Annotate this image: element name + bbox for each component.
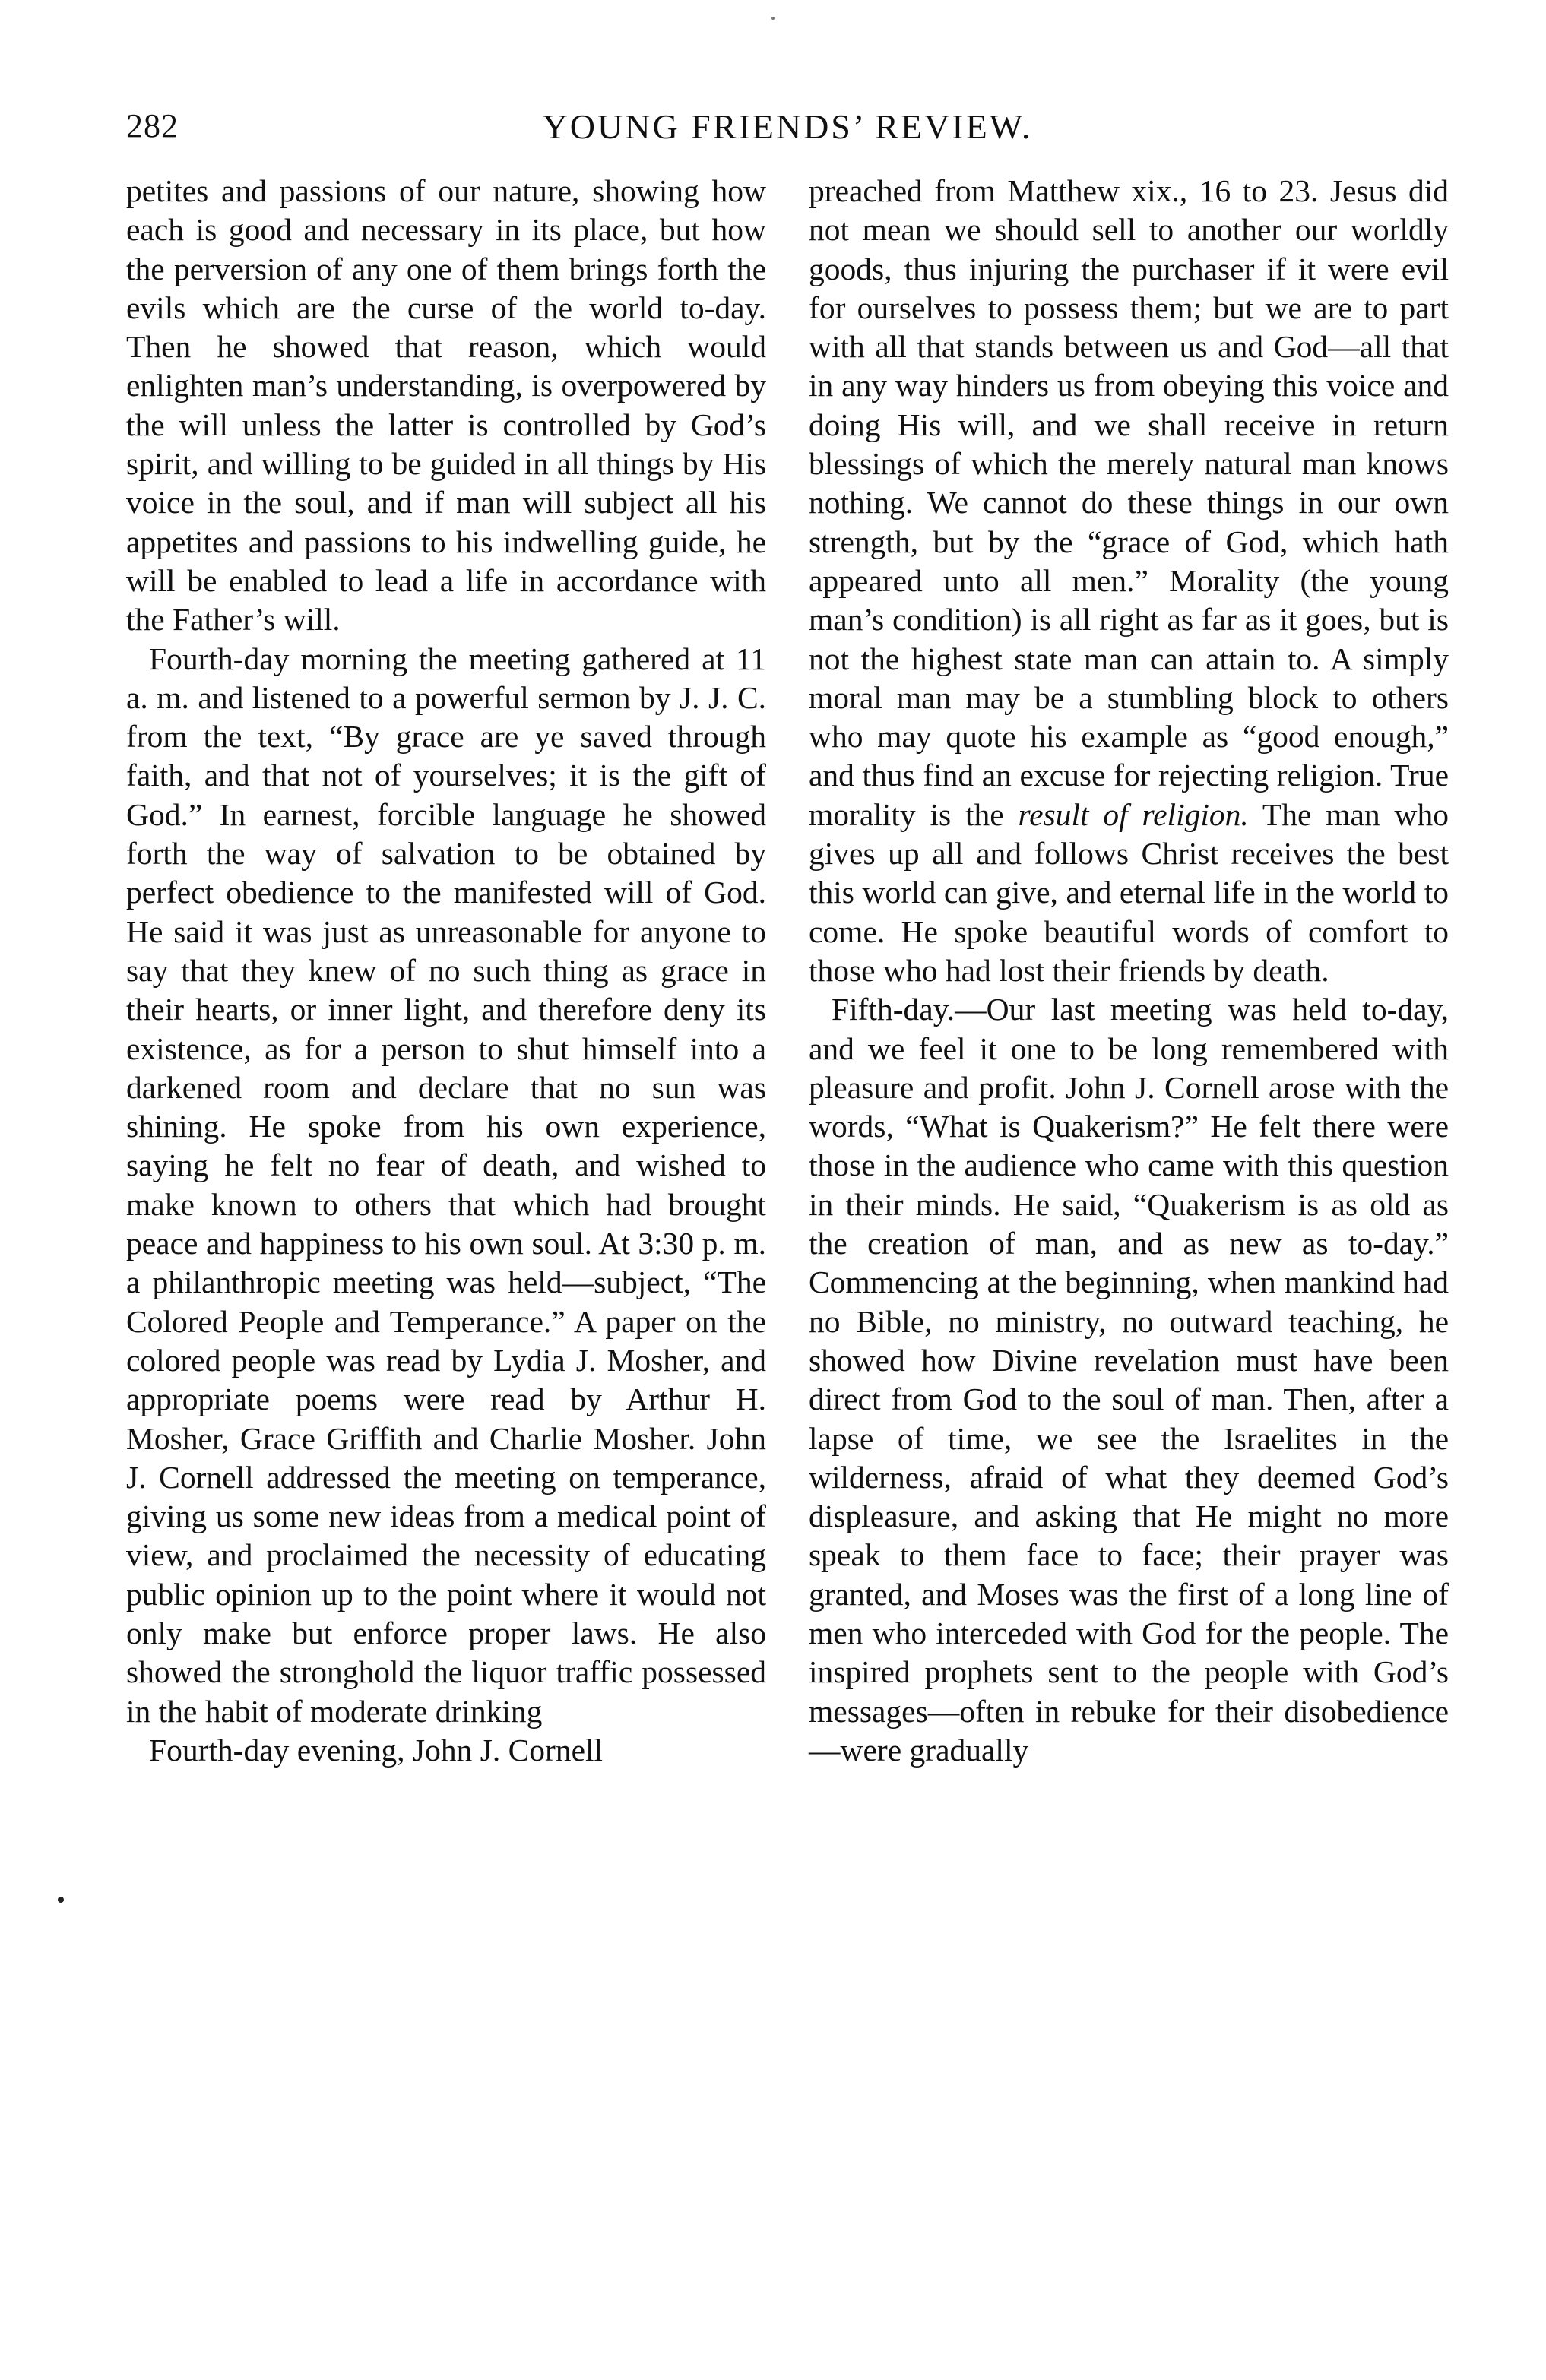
paragraph bbox=[809, 172, 1449, 990]
margin-dot bbox=[58, 1897, 64, 1903]
paragraph-text: preached from Matthew xix., 16 to 23. Jesus did not mean we should sell to another our worldly goods, thus injuring the purchaser if it were evil for ourselves to possess them; but we are to part with all that stands between us and God—all that in any way hinders us from obeying this voice and doing His will, and we shall receive in return blessings of which the merely natural man knows nothing. We cannot do these things in our own strength, but by the “grace of God, which hath appeared unto all men.” Morality (the young man’s condition) is all right as far as it goes, but is not the highest state man can attain to. A simply moral man may be a stumbling block to others who may quote his example as “good enough,” and thus find an excuse for rejecting religion. True morality is the bbox=[809, 173, 1449, 832]
paragraph: Fourth-day morning the meeting gathered at 11 a. m. and listened to a powerful sermon by J. J. C. from the text, “By grace are ye saved through faith, and that not of yourselves; it is the gift of God.” In earnest, forcible language he showed forth the way of salvation to be obtained by perfect obedience to the manifested will of God. He said it was just as unreasonable for anyone to say that they knew of no such thing as grace in their hearts, or inner light, and therefore deny its existence, as for a person to shut himself into a darkened room and declare that no sun was shining. He spoke from his own experience, saying he felt no fear of death, and wished to make known to others that which had brought peace and happiness to his own soul. At 3:30 p. m. a philanthropic meeting was held—subject, “The Colored People and Temperance.” A paper on the colored people was read by Lydia J. Mosher, and appropriate poems were read by Arthur H. Mosher, Grace Griffith and Charlie Mosher. John J. Cornell addressed the meeting on temperance, giving us some new ideas from a medical point of view, and proclaimed the necessity of educating public opinion up to the point where it would not only make but enforce proper laws. He also showed the stronghold the liquor traffic possessed in the habit of moderate drinking bbox=[126, 641, 766, 1729]
right-column bbox=[809, 172, 1449, 1770]
page-header bbox=[126, 106, 1449, 160]
page-number: 282 bbox=[126, 107, 179, 144]
paragraph: Fifth-day.—Our last meeting was held to-day, and we feel it one to be long remembered with pleasure and profit. John J. Cornell arose with the words, “What is Quakerism?” He felt there were those in the audience who came with this question in their minds. He said, “Quakerism is as old as the creation of man, and as new as to-day.” Commencing at the beginning, when mankind had no Bible, no ministry, no outward teaching, he showed how Divine revelation must have been direct from God to the soul of man. Then, after a lapse of time, we see the Israelites in the wilderness, afraid of what they deemed God’s displeasure, and asking that He might no more speak to them face to face; their prayer was granted, and Moses was the first of a long line of men who interceded with God for the people. The inspired prophets sent to the people with God’s messages—often in rebuke for their disobedience—were gradually bbox=[809, 992, 1449, 1768]
paragraph: petites and passions of our nature, showing how each is good and necessary in its place, but how the perversion of any one of them brings forth the evils which are the curse of the world to-day. Then he showed that reason, which would enlighten man’s understanding, is overpowered by the will unless the latter is controlled by God’s spirit, and willing to be guided in all things by His voice in the soul, and if man will subject all his appetites and passions to his indwelling guide, he will be enabled to lead a life in accordance with the Father’s will. bbox=[126, 173, 766, 638]
paragraph: Fourth-day evening, John J. Cornell bbox=[149, 1732, 604, 1768]
left-column bbox=[126, 172, 766, 1770]
print-speck bbox=[771, 17, 775, 20]
paragraph-text: The man who gives up all and follows Christ receives the best this world can give, and eternal life in the world to come. He spoke beautiful words of comfort to those who had lost their friends by death. bbox=[809, 796, 1449, 988]
emphasis-text: result of religion. bbox=[1018, 796, 1249, 832]
running-title: YOUNG FRIENDS’ REVIEW. bbox=[542, 107, 1033, 146]
